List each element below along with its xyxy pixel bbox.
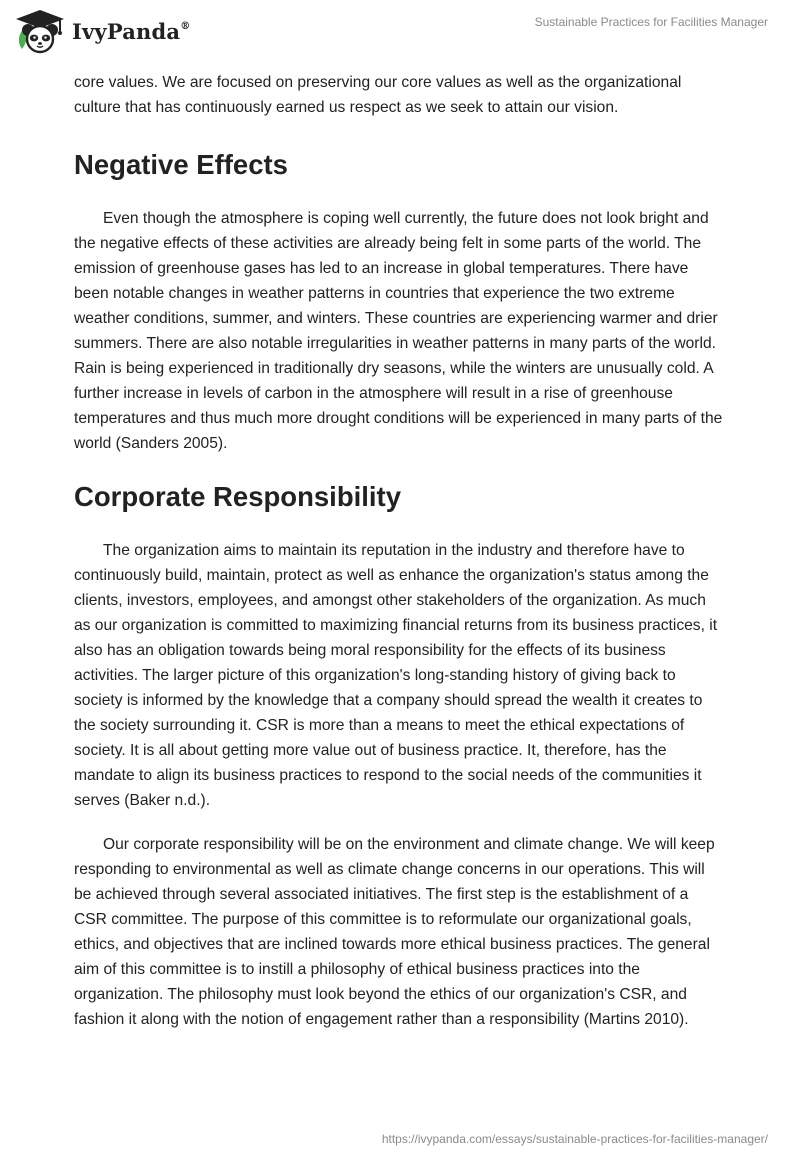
paragraph-corporate-responsibility-2: Our corporate responsibility will be on the environment and climate change. We will keep responding to environmental as well as climate change concerns in our operations. This will be achieved through several associated initiatives. The first step is the establishment of a CSR committee. The purpose of this committee is to reformulate our organizational goals, ethics, and objectives that are inclined towards more ethical business practices. The general aim of this committee is to instill a philosophy of ethical business practices into the organization. The philosophy must look beyond the ethics of our organization's CSR, and fashion it along with the notion of engagement rather than a responsibility (Martins 2010). [74,836,715,1028]
page-header [0,0,800,70]
section-heading-negative-effects: Negative Effects [74,149,288,180]
intro-paragraph: core values. We are focused on preserving our core values as well as the organizational culture that has continuously earned us respect as we seek to attain our vision. [74,74,682,116]
essay-body [74,70,724,1032]
panda-graduate-icon [14,8,66,54]
section-heading-corporate-responsibility: Corporate Responsibility [74,481,401,512]
brand-name: IvyPanda® [72,18,191,44]
paragraph-negative-effects: Even though the atmosphere is coping well currently, the future does not look bright and the negative effects of these activities are already being felt in some parts of the world. The emission of greenhouse gases has led to an increase in global temperatures. There have been notable changes in weather patterns in countries that experience the two extreme weather conditions, summer, and winters. These countries are experiencing warmer and drier summers. There are also notable irregularities in weather patterns in many parts of the world. Rain is being experienced in traditionally dry seasons, while the winters are unusually cold. A further increase in levels of carbon in the atmosphere will result in a rise of greenhouse temperatures and thus much more drought conditions will be experienced in many parts of the world (Sanders 2005). [74,210,723,452]
source-url[interactable]: https://ivypanda.com/essays/sustainable-practices-for-facilities-manager/ [381,1132,768,1146]
document-title: Sustainable Practices for Facilities Manager [534,15,768,29]
paragraph-corporate-responsibility-1: The organization aims to maintain its reputation in the industry and therefore have to continuously build, maintain, protect as well as enhance the organization's status among the clients, investors, employees, and amongst other stakeholders of the organization. As much as our organization is committed to maximizing financial returns from its business practices, it also has an obligation towards being moral responsibility for the effects of its business activities. The larger picture of this organization's long-standing history of giving back to society is informed by the knowledge that a company should spread the wealth it creates to the society surrounding it. CSR is more than a means to meet the ethical expectations of society. It is all about getting more value out of business practice. It, therefore, has the mandate to align its business practices to respond to the social needs of the communities it serves (Baker n.d.). [74,542,718,809]
brand-logo[interactable] [14,8,190,54]
